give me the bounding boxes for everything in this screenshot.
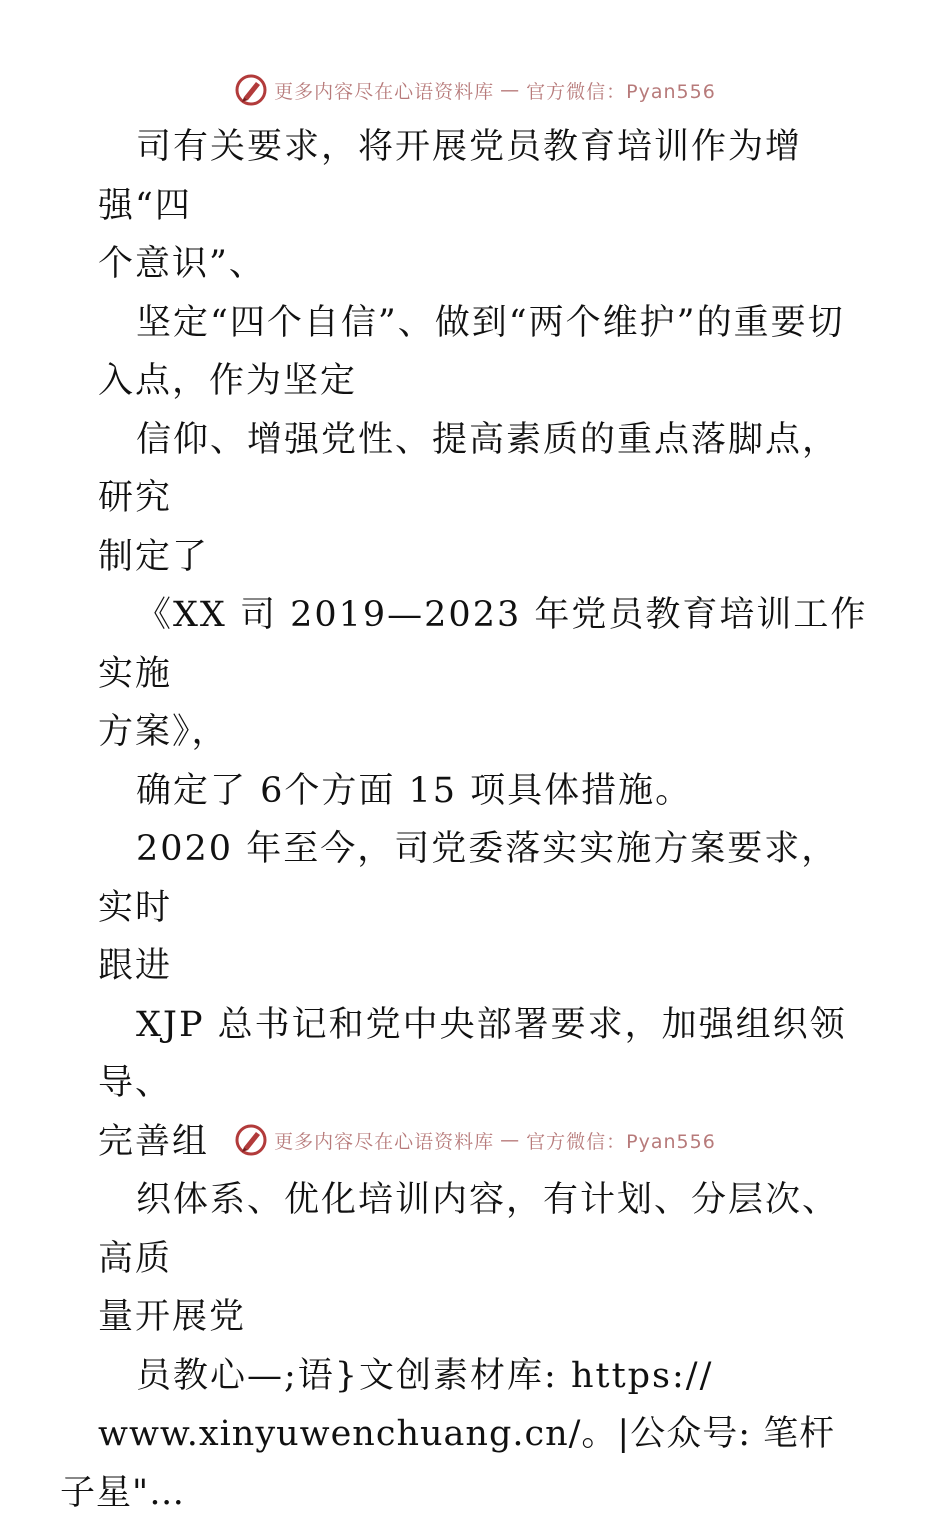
paragraph-line: 司有关要求，将开展党员教育培训作为增强“四 <box>98 127 802 226</box>
paragraph <box>98 586 868 762</box>
paragraph-line: 完善组 <box>60 1113 209 1172</box>
watermark-separator: — <box>500 1129 520 1151</box>
paragraph <box>98 820 868 996</box>
paragraph-line: XJP 总书记和党中央部署要求，加强组织领导、 <box>98 1005 847 1104</box>
watermark-separator: — <box>500 79 520 101</box>
paragraph-line: 量开展党 <box>60 1288 246 1347</box>
paragraph <box>98 294 868 411</box>
paragraph <box>98 1171 868 1347</box>
header-watermark <box>0 70 950 110</box>
footer-watermark <box>0 1120 950 1160</box>
watermark-site-text: 更多内容尽在心语资料库 <box>274 1127 494 1154</box>
paragraph <box>98 1347 868 1522</box>
paragraph-line: 跟进 <box>60 937 172 996</box>
watermark-wechat-text: 官方微信：Pyan556 <box>526 77 716 104</box>
paragraph-line: 员教心—;语}文创素材库: https:// <box>136 1356 713 1396</box>
paragraph-line: 入点，作为坚定 <box>60 352 357 411</box>
paragraph <box>98 411 868 587</box>
paragraph-line: 个意识”、 <box>60 235 266 294</box>
paragraph <box>98 762 868 821</box>
paragraph-line: 信仰、增强党性、提高素质的重点落脚点，研究 <box>98 420 839 519</box>
paragraph-line: 织体系、优化培训内容，有计划、分层次、高质 <box>98 1180 839 1279</box>
paragraph-line: www.xinyuwenchuang.cn/。|公众号: 笔杆子星"… <box>60 1405 868 1522</box>
paragraph-line: 《XX 司 2019—2023 年党员教育培训工作实施 <box>98 595 867 694</box>
paragraph-line: 坚定“四个自信”、做到“两个维护”的重要切 <box>136 303 845 343</box>
paragraph-line: 方案》， <box>60 703 229 762</box>
document-body <box>98 118 868 1522</box>
pen-logo-icon <box>234 73 268 107</box>
pen-logo-icon <box>234 1123 268 1157</box>
watermark-wechat-text: 官方微信：Pyan556 <box>526 1127 716 1154</box>
paragraph <box>98 118 868 294</box>
paragraph-line: 制定了 <box>60 528 209 587</box>
paragraph-line: 2020 年至今，司党委落实实施方案要求，实时 <box>98 829 838 928</box>
paragraph-line: 确定了 6个方面 15 项具体措施。 <box>136 771 692 811</box>
watermark-site-text: 更多内容尽在心语资料库 <box>274 77 494 104</box>
